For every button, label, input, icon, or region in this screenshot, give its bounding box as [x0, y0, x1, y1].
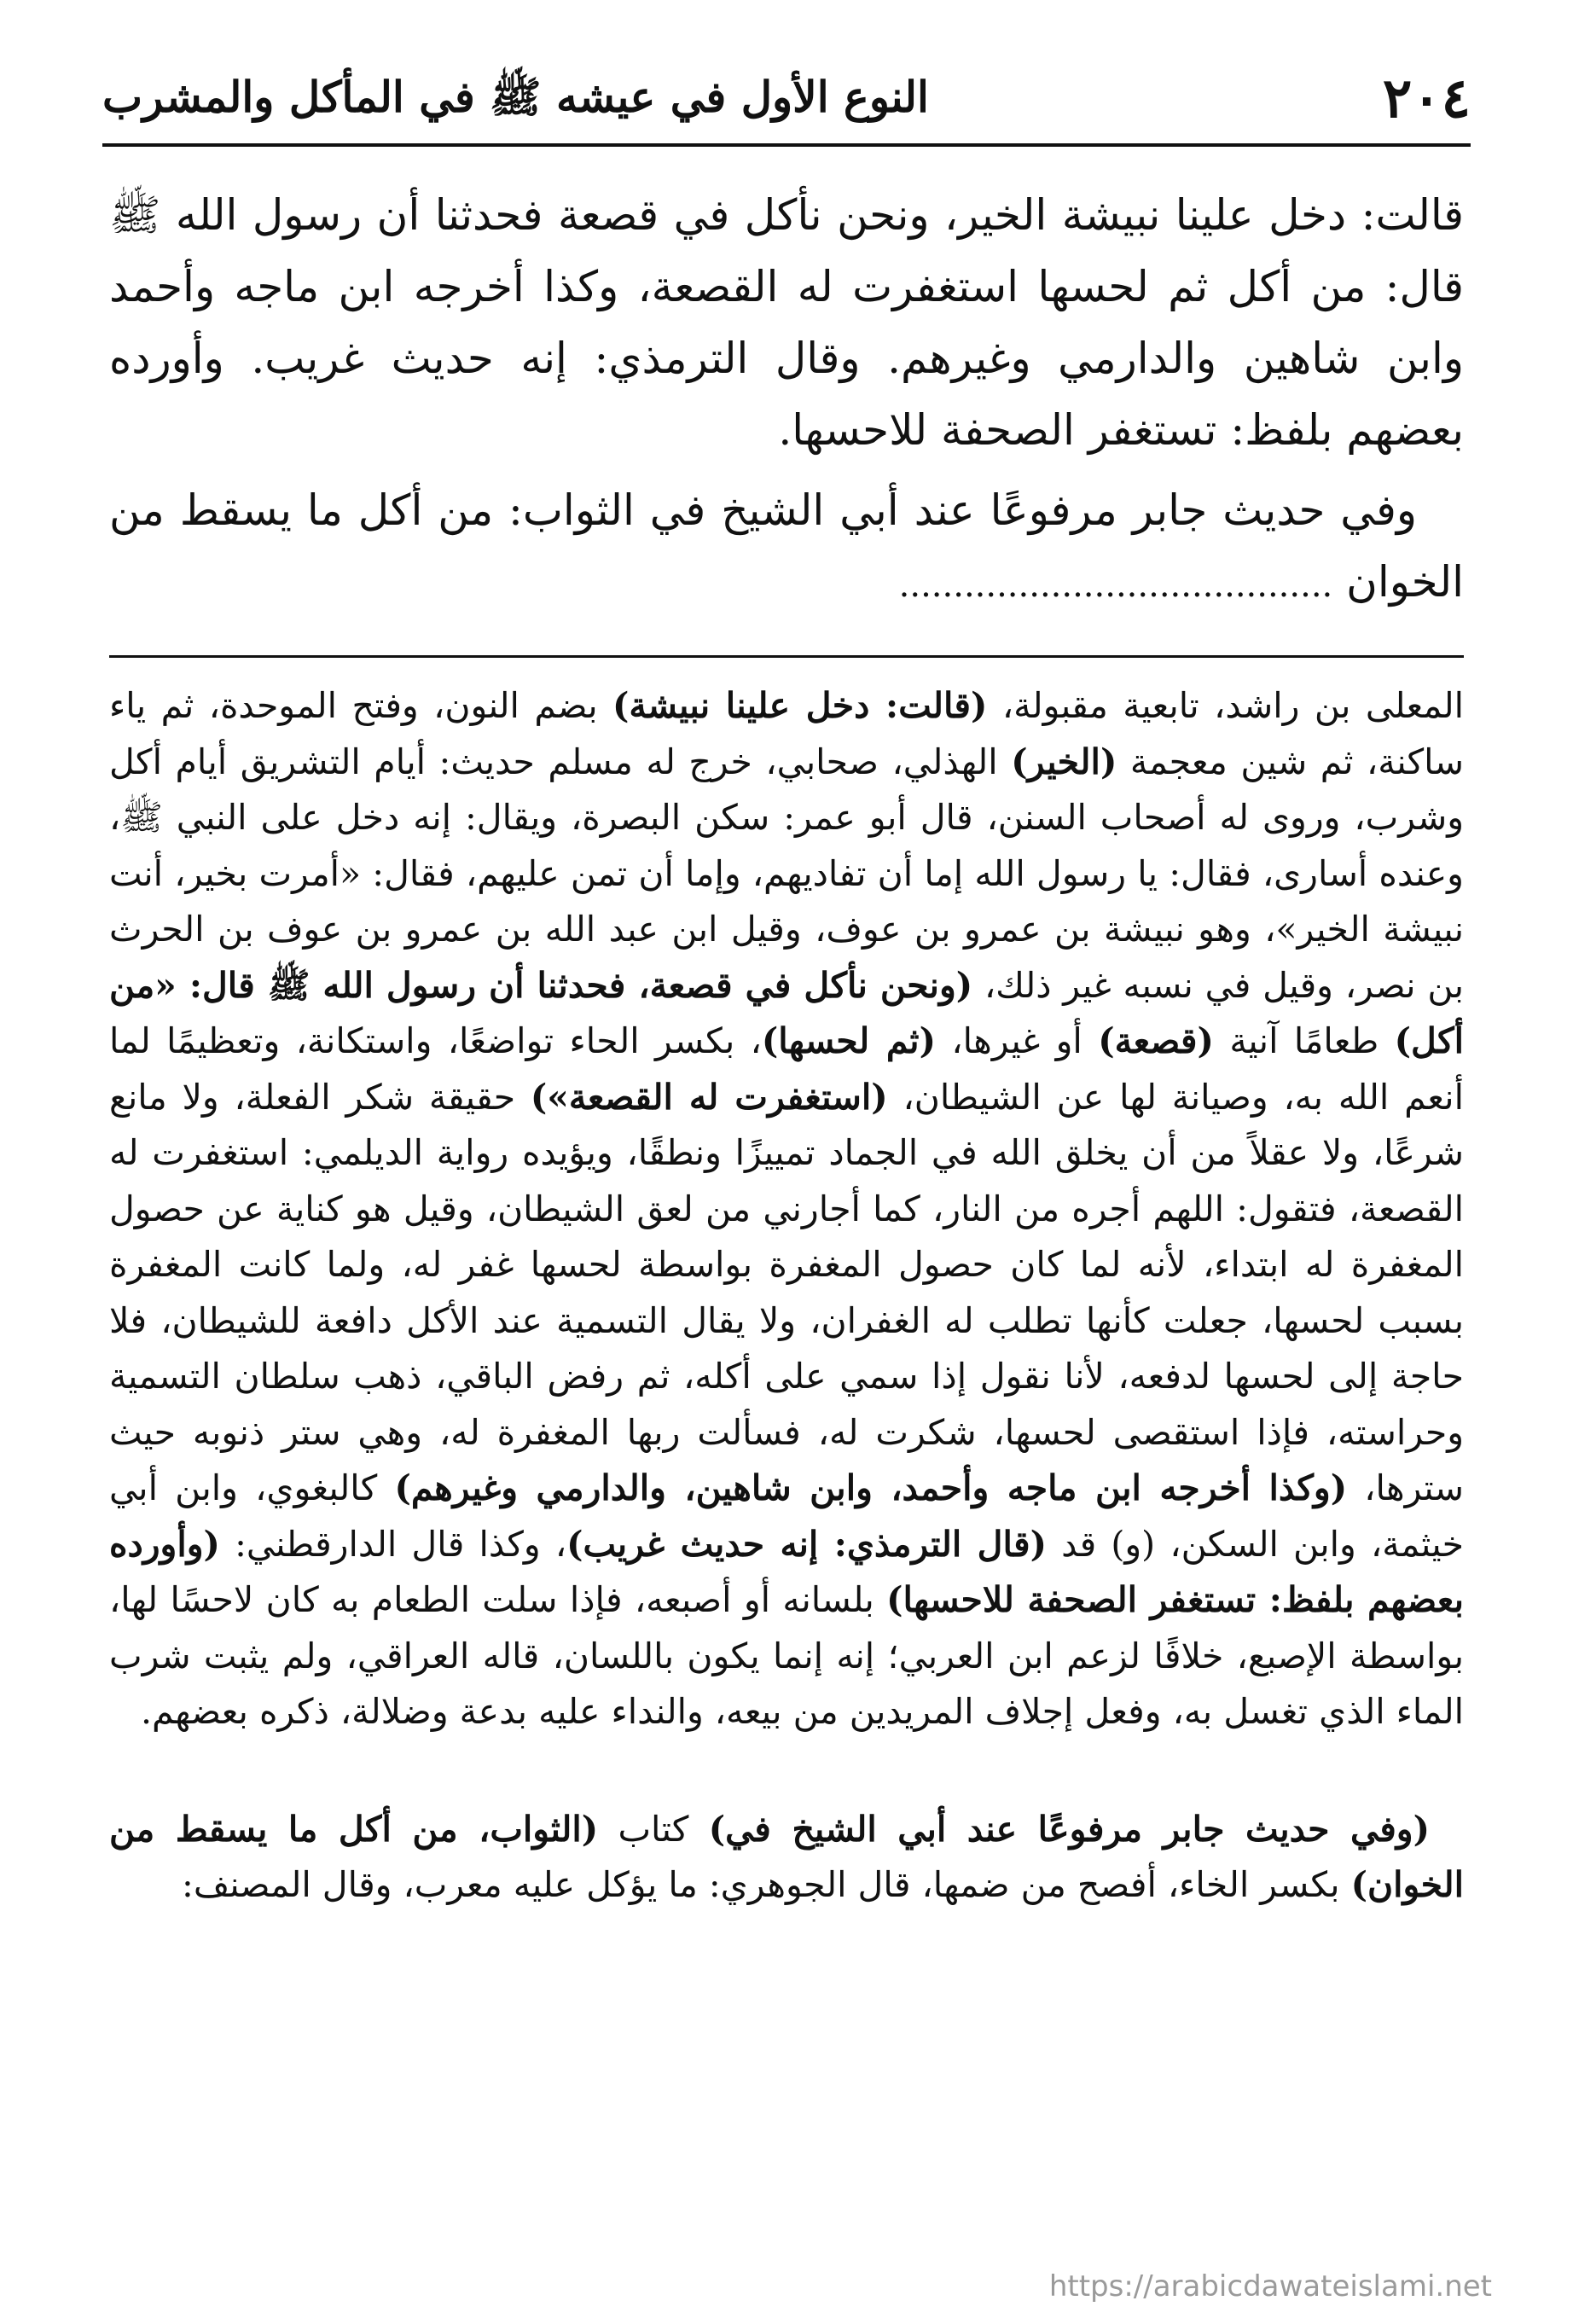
main-paragraph-1: قالت: دخل علينا نبيشة الخير، ونحن نأكل في قصعة فحدثنا أن رسول الله ﷺ قال: من أكل ثم لحسها استغفرت له القصعة، وكذا أخرجه ابن ماجه وأحمد وابن شاهين والدارمي وغيرهم. وقال الترمذي: إنه حديث غريب. وأورده بعضهم بلفظ: تستغفر الصحفة للاحسها.: [109, 190, 1464, 455]
commentary-text: المعلى بن راشد، تابعية مقبولة،: [987, 685, 1464, 726]
commentary-quoted-text: (الخير): [1011, 741, 1117, 782]
footnote-separator: [109, 655, 1464, 658]
header-rule: [102, 143, 1471, 147]
commentary: [109, 678, 1464, 1914]
commentary-text: ، بكسر الحاء تواضعًا، واستكانة، وتعظيمًا لما أنعم الله به، وصيانة لها عن الشيطان،: [109, 1020, 1464, 1118]
commentary-text: بلسانه أو أصبعه، فإذا سلت الطعام به كان لاحسًا لها، بواسطة الإصبع، خلافًا لزعم ابن العربي؛ إنه إنما يكون باللسان، قاله العراقي، ولم يثبت شرب الماء الذي تغسل به، وفعل إجلاف المريدين من بيعه، والنداء عليه بدعة وضلالة، ذكره بعضهم.: [109, 1579, 1464, 1732]
commentary-quoted-text: (وكذا أخرجه ابن ماجه وأحمد، وابن شاهين، والدارمي وغيرهم): [394, 1467, 1348, 1508]
commentary-quoted-text: (ثم لحسها): [761, 1020, 936, 1061]
commentary-quoted-text: (قصعة): [1098, 1020, 1214, 1061]
ellipsis-dots: ........................................: [898, 566, 1333, 605]
page-number: ٢٠٤: [1382, 67, 1471, 131]
commentary-quoted-text: (الثواب، من أكل ما يسقط من الخوان): [109, 1808, 1464, 1905]
commentary-quoted-text: (قال الترمذي: إنه حديث غريب): [566, 1523, 1047, 1565]
commentary-quoted-text: (استغفرت له القصعة»): [530, 1076, 888, 1118]
commentary-paragraph-1: [109, 678, 1464, 1740]
commentary-text: ، وكذا قال الدارقطني:: [219, 1523, 567, 1565]
commentary-text: حقيقة شكر الفعلة، ولا مانع شرعًا، ولا عقلاً من أن يخلق الله في الجماد تمييزًا ونطقًا، ويؤيده رواية الديلمي: استغفرت له القصعة، فتقول: اللهم أجره من النار، كما أجارني من لعق الشيطان، وقيل هو كناية عن حصول المغفرة له ابتداء، لأنه لما كان حصول المغفرة بواسطة لحسها غفر له، ولما كانت المغفرة بسبب لحسها، جعلت كأنها تطلب له الغفران، ولا يقال التسمية عند الأكل دافعة للشيطان، فلا حاجة إلى لحسها لدفعه، لأنا نقول إذا سمي على أكله، ثم رفض الباقي، ذهب سلطان التسمية وحراسته، فإذا استقصى لحسها، شكرت له، فسألت ربها المغفرة له، وهي ستر ذنوبه حيث سترها،: [109, 1076, 1464, 1508]
page-header: [94, 51, 1479, 145]
commentary-paragraph-2: [109, 1802, 1464, 1914]
commentary-text: كتاب: [598, 1808, 709, 1850]
main-paragraph-2: [109, 474, 1464, 621]
commentary-quoted-text: (وأورده بعضهم بلفظ: تستغفر الصحفة للاحسها): [109, 1523, 1464, 1620]
commentary-text: طعامًا آنية: [1213, 1020, 1395, 1061]
main-text: [109, 179, 1464, 630]
running-title: النوع الأول في عيشه ﷺ في المأكل والمشرب: [102, 72, 929, 122]
commentary-quoted-text: (ونحن نأكل في قصعة، فحدثنا أن رسول الله ﷺ قال: «من أكل): [109, 964, 1464, 1061]
commentary-quoted-text: (وفي حديث جابر مرفوعًا عند أبي الشيخ في): [708, 1808, 1430, 1850]
commentary-text: الهذلي، صحابي، خرج له مسلم حديث: أيام التشريق أيام أكل وشرب، وروى له أصحاب السنن، قال أبو عمر: سكن البصرة، ويقال: إنه دخل على النبي ﷺ، وعنده أسارى، فقال: يا رسول الله إما أن تفاديهم، وإما أن تمن عليهم، فقال: «أمرت بخير، أنت نبيشة الخير»، وهو نبيشة بن عمرو بن عوف، وقيل ابن عبد الله بن عمرو بن عوف بن الحرث بن نصر، وقيل في نسبه غير ذلك،: [109, 741, 1464, 1006]
source-watermark: https://arabicdawateislami.net: [1048, 2269, 1492, 2304]
commentary-text: بضم النون، وفتح الموحدة، ثم ياء ساكنة، ثم شين معجمة: [109, 685, 1464, 782]
commentary-text: بكسر الخاء، أفصح من ضمها، قال الجوهري: ما يؤكل عليه معرب، وقال المصنف:: [182, 1864, 1351, 1905]
commentary-text: أو غيرها،: [935, 1020, 1099, 1061]
commentary-text: كالبغوي، وابن أبي خيثمة، وابن السكن، (و) قد: [109, 1467, 1464, 1565]
commentary-quoted-text: (قالت: دخل علينا نبيشة): [612, 685, 988, 726]
main-paragraph-2-text: وفي حديث جابر مرفوعًا عند أبي الشيخ في الثواب: من أكل ما يسقط من الخوان: [109, 485, 1464, 607]
